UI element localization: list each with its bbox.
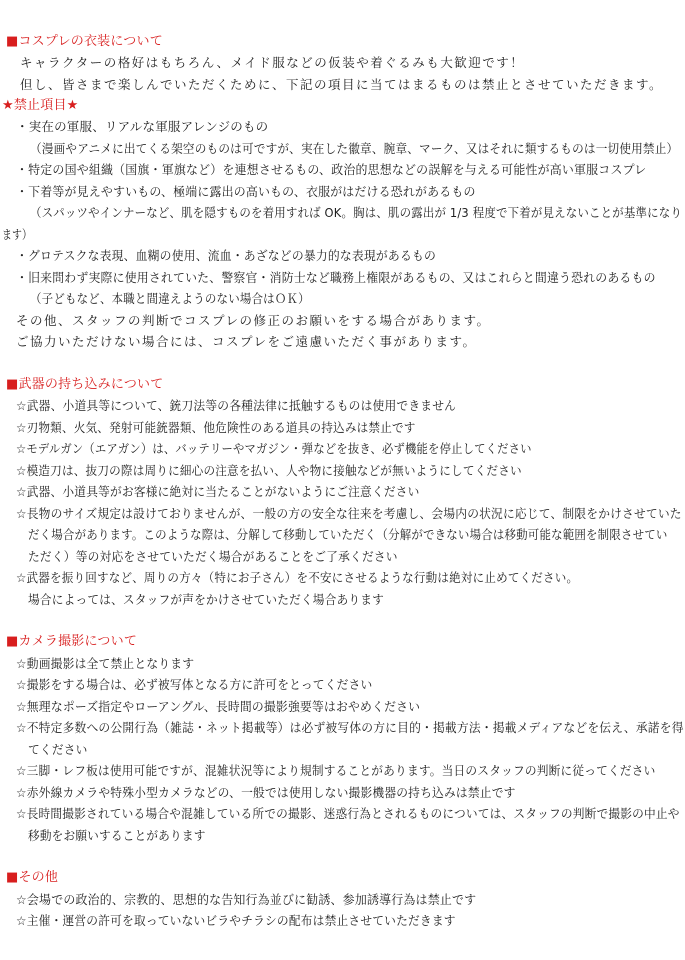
- list-item: ☆三脚・レフ板は使用可能ですが、混雑状況等により規制することがあります。当日のスタッフの判断に従ってください: [16, 763, 656, 778]
- list-item: ・下着等が見えやすいもの、極端に露出の高いもの、衣服がはだける恐れがあるもの: [16, 184, 476, 199]
- list-item: ☆武器、小道具等について、銃刀法等の各種法律に抵触するものは使用できません: [16, 398, 457, 413]
- list-item: ☆無理なポーズ指定やローアングル、長時間の撮影強要等はおやめください: [16, 699, 421, 714]
- list-item: （漫画やアニメに出てくる架空のものは可ですが、実在した徽章、腕章、マーク、又はそれに類するものは一切使用禁止）: [30, 141, 679, 156]
- list-item: （スパッツやインナーなど、肌を隠すものを着用すれば OK。胸は、肌の露出が 1/3 程度で下着が見えないことが基準になり: [30, 205, 683, 220]
- list-item: ☆会場での政治的、宗教的、思想的な告知行為並びに勧誘、参加誘導行為は禁止です: [16, 892, 477, 907]
- list-item: ☆武器、小道具等がお客様に絶対に当たることがないようにご注意ください: [16, 484, 420, 499]
- costume-note-1: その他、スタッフの判断でコスプレの修正のお願いをする場合があります。: [16, 313, 491, 328]
- list-item: 場合によっては、スタッフが声をかけさせていただく場合あります: [28, 592, 385, 607]
- list-item: ただく）等の対応をさせていただく場合があることをご了承ください: [28, 549, 398, 564]
- costume-intro-2: 但し、皆さまで楽しんでいただくために、下記の項目に当てはまるものは禁止とさせていただきます。: [20, 77, 664, 92]
- list-item: だく場合があります。このような際は、分解して移動していただく（分解ができない場合は移動可能な範囲を制限させてい: [28, 527, 668, 542]
- camera-heading: ■カメラ撮影について: [6, 634, 138, 649]
- list-item: ☆武器を振り回すなど、周りの方々（特にお子さん）を不安にさせるような行動は絶対に止めてください。: [16, 570, 579, 585]
- list-item: ☆刃物類、火気、発射可能銃器類、他危険性のある道具の持込みは禁止です: [16, 420, 416, 435]
- list-item: ☆主催・運営の許可を取っていないビラやチラシの配布は禁止させていただきます: [16, 913, 456, 928]
- list-item: ☆長物のサイズ規定は設けておりませんが、一般の方の安全な往来を考慮し、会場内の状況に応じて、制限をかけさせていた: [16, 506, 682, 521]
- list-item: ・特定の国や組織（国旗・軍旗など）を連想させるもの、政治的思想などの誤解を与える可能性が高い軍服コスプレ: [16, 162, 647, 177]
- list-item: ・旧来問わず実際に使用されていた、警察官・消防士など職務上権限があるもの、又はこれらと間違う恐れのあるもの: [16, 270, 656, 285]
- list-item: てください: [28, 742, 88, 757]
- list-item: ☆撮影をする場合は、必ず被写体となる方に許可をとってください: [16, 677, 373, 692]
- list-item: ・実在の軍服、リアルな軍服アレンジのもの: [16, 119, 269, 134]
- costume-intro-1: キャラクターの格好はもちろん、メイド服などの仮装や着ぐるみも大歓迎です！: [20, 55, 525, 70]
- list-item: ☆赤外線カメラや特殊小型カメラなどの、一般では使用しない撮影機器の持ち込みは禁止です: [16, 785, 516, 800]
- costume-note-2: ご協力いただけない場合には、コスプレをご遠慮いただく事があります。: [16, 334, 477, 349]
- list-item: ・グロテスクな表現、血糊の使用、流血・あざなどの暴力的な表現があるもの: [16, 248, 436, 263]
- list-item: ☆不特定多数への公開行為（雑誌・ネット掲載等）は必ず被写体の方に目的・掲載方法・掲載メディアなどを伝え、承諾を得: [16, 720, 684, 735]
- list-item: ます）: [2, 227, 33, 242]
- other-heading: ■その他: [6, 870, 59, 885]
- list-item: ☆長時間撮影されている場合や混雑している所での撮影、迷惑行為とされるものについては、スタッフの判断で撮影の中止や: [16, 806, 680, 821]
- list-item: ☆モデルガン（エアガン）は、バッテリーやマガジン・弾などを抜き、必ず機能を停止してください: [16, 441, 532, 456]
- costume-heading: ■コスプレの衣装について: [6, 34, 163, 49]
- weapons-heading: ■武器の持ち込みについて: [6, 377, 164, 392]
- list-item: （子どもなど、本職と間違えようのない場合はＯＫ）: [30, 291, 310, 306]
- list-item: ☆動画撮影は全て禁止となります: [16, 656, 195, 671]
- list-item: ☆模造刀は、抜刀の際は周りに細心の注意を払い、人や物に接触などが無いようにしてください: [16, 463, 522, 478]
- list-item: 移動をお願いすることがあります: [28, 828, 206, 843]
- prohibited-items-title: ★禁止項目★: [2, 98, 79, 113]
